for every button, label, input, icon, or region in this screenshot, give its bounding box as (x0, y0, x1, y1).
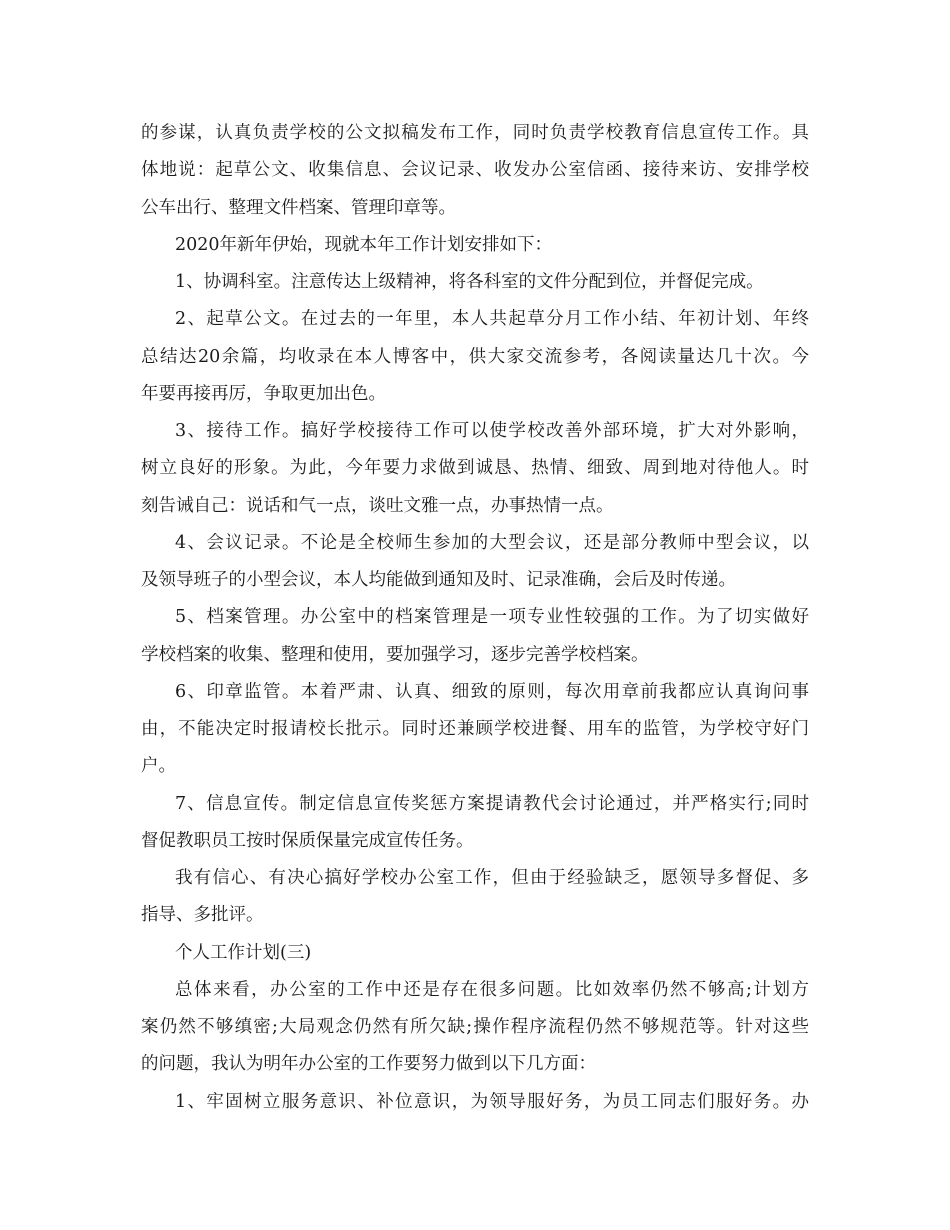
text-line: 学校档案的收集、整理和使用，要加强学习，逐步完善学校档案。 (141, 644, 649, 665)
text-line: 及领导班子的小型会议，本人均能做到通知及时、记录准确，会后及时传递。 (141, 570, 736, 590)
text-line: 的问题，我认为明年办公室的工作要努力做到以下几方面： (141, 1054, 596, 1075)
text-line: 1、牢固树立服务意识、补位意识，为领导服好务，为员工同志们服好务。办 (175, 1091, 809, 1112)
text-line: 体地说：起草公文、收集信息、会议记录、收发办公室信函、接待来访、安排学校 (141, 160, 809, 181)
text-line: 我有信心、有决心搞好学校办公室工作，但由于经验缺乏，愿领导多督促、多 (175, 868, 809, 888)
text-line: 7、信息宣传。制定信息宣传奖惩方案提请教代会讨论通过，并严格实行;同时 (175, 793, 809, 814)
text-line: 6、印章监管。本着严肃、认真、细致的原则，每次用章前我都应认真询问事 (175, 681, 809, 702)
text-line: 总体来看，办公室的工作中还是存在很多问题。比如效率仍然不够高;计划方 (175, 979, 809, 1000)
text-line: 督促教职员工按时保质保量完成宣传任务。 (141, 830, 474, 851)
text-line: 4、会议记录。不论是全校师生参加的大型会议，还是部分教师中型会议，以 (175, 532, 809, 553)
text-line: 指导、多批评。 (141, 905, 264, 926)
text-line: 树立良好的形象。为此，今年要力求做到诚恳、热情、细致、周到地对待他人。时 (141, 458, 809, 479)
text-line: 2、起草公文。在过去的一年里，本人共起草分月工作小结、年初计划、年终 (175, 309, 809, 330)
text-line: 3、接待工作。搞好学校接待工作可以使学校改善外部环境，扩大对外影响， (175, 421, 809, 441)
text-line: 由，不能决定时报请校长批示。同时还兼顾学校进餐、用车的监管，为学校守好门 (141, 719, 809, 739)
text-line: 总结达20余篇，均收录在本人博客中，供大家交流参考，各阅读量达几十次。今 (141, 346, 809, 367)
text-line: 公车出行、整理文件档案、管理印章等。 (141, 197, 456, 218)
document-body (141, 118, 809, 1124)
text-line: 案仍然不够缜密;大局观念仍然有所欠缺;操作程序流程仍然不够规范等。针对这些 (141, 1017, 809, 1037)
text-line: 5、档案管理。办公室中的档案管理是一项专业性较强的工作。为了切实做好 (175, 607, 809, 628)
text-line: 的参谋，认真负责学校的公文拟稿发布工作，同时负责学校教育信息宣传工作。具 (141, 123, 809, 143)
text-line: 户。 (141, 756, 176, 777)
text-line: 2020年新年伊始，现就本年工作计划安排如下： (175, 234, 553, 255)
text-line: 1、协调科室。注意传达上级精神，将各科室的文件分配到位，并督促完成。 (175, 272, 764, 292)
text-line: 刻告诫自己：说话和气一点，谈吐文雅一点，办事热情一点。 (141, 495, 614, 516)
text-line: 年要再接再厉，争取更加出色。 (141, 383, 386, 404)
text-line: 个人工作计划(三) (175, 942, 312, 963)
